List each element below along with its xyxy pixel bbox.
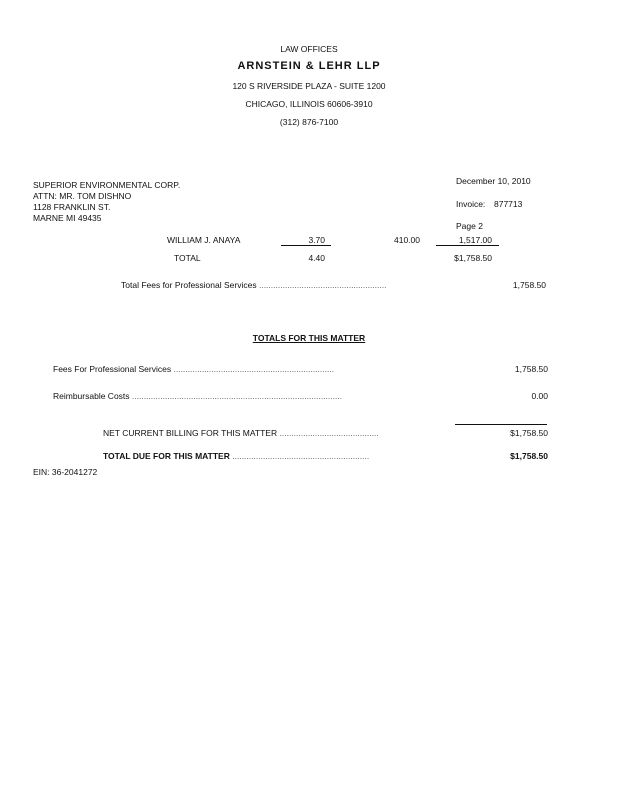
timekeeper-name: WILLIAM J. ANAYA	[167, 235, 241, 245]
net-current-label: NET CURRENT BILLING FOR THIS MATTER	[103, 428, 278, 438]
reimbursable-label: Reimbursable Costs	[53, 391, 130, 401]
timekeeper-hours: 3.70	[308, 235, 325, 245]
totals-heading: TOTALS FOR THIS MATTER	[252, 333, 366, 343]
net-current-amount: $1,758.50	[510, 428, 548, 438]
fees-amount: 1,758.50	[514, 364, 548, 374]
client-name: SUPERIOR ENVIRONMENTAL CORP.	[33, 180, 181, 190]
prof-services-dots: ......................................................	[258, 280, 387, 290]
invoice-date: December 10, 2010	[456, 176, 531, 186]
prof-services-label: Total Fees for Professional Services	[121, 280, 257, 290]
prof-services-line	[121, 280, 387, 290]
net-billing-rule	[455, 424, 547, 425]
page-number: Page 2	[456, 221, 483, 231]
net-current-line	[103, 428, 379, 438]
fees-dots: ....................................................................	[173, 364, 335, 374]
invoice-label: Invoice:	[456, 199, 486, 209]
hours-subtotal-rule	[281, 245, 331, 246]
total-due-line	[103, 451, 369, 461]
total-due-amount: $1,758.50	[510, 451, 548, 461]
fees-line	[53, 364, 334, 374]
timekeeper-rate: 410.00	[394, 235, 420, 245]
fees-label: Fees For Professional Services	[53, 364, 172, 374]
reimbursable-amount: 0.00	[531, 391, 548, 401]
prof-services-amount: 1,758.50	[512, 280, 546, 290]
client-street: 1128 FRANKLIN ST.	[33, 202, 111, 212]
total-due-dots: ..........................................................	[232, 451, 370, 461]
net-current-dots: ..........................................	[279, 428, 379, 438]
total-due-label: TOTAL DUE FOR THIS MATTER	[103, 451, 230, 461]
firm-address-line1: 120 S RIVERSIDE PLAZA - SUITE 1200	[232, 81, 386, 91]
reimbursable-line	[53, 391, 342, 401]
reimbursable-dots: .........................................................................................	[131, 391, 343, 401]
letterhead-office: LAW OFFICES	[280, 44, 338, 54]
invoice-number: 877713	[494, 199, 523, 209]
amount-subtotal-rule	[436, 245, 499, 246]
firm-address-line2: CHICAGO, ILLINOIS 60606-3910	[245, 99, 373, 109]
timekeeper-amount: 1,517.00	[458, 235, 492, 245]
firm-phone: (312) 876-7100	[279, 117, 339, 127]
client-attn: ATTN: MR. TOM DISHNO	[33, 191, 132, 201]
total-hours: 4.40	[308, 253, 325, 263]
ein-number: EIN: 36-2041272	[33, 467, 98, 477]
firm-name: ARNSTEIN & LEHR LLP	[237, 60, 381, 72]
client-city: MARNE MI 49435	[33, 213, 102, 223]
total-amount: $1,758.50	[454, 253, 492, 263]
total-label: TOTAL	[174, 253, 201, 263]
